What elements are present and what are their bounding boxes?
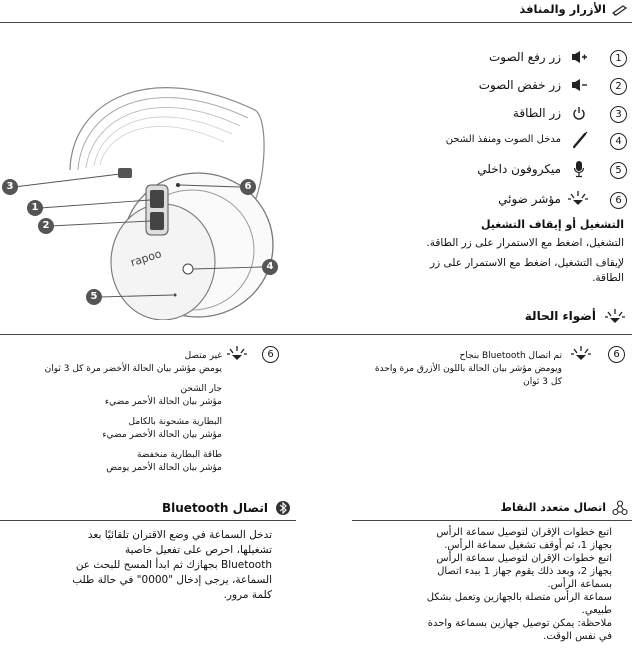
callout-3: 3 — [2, 179, 18, 195]
status-state-title: طاقة البطارية منخفضة — [136, 450, 222, 460]
network-icon — [612, 500, 628, 520]
power-section-title: التشغيل أو إيقاف التشغيل — [480, 218, 624, 231]
indicator-light-icon — [226, 343, 248, 363]
bluetooth-icon — [276, 500, 290, 520]
legend-text-5: ميكروفون داخلي — [477, 162, 561, 176]
status-line: تم اتصال Bluetooth بنجاح — [459, 351, 562, 361]
status-section-title: أضواء الحالة — [524, 309, 596, 323]
bluetooth-divider — [0, 520, 296, 521]
status-state-desc: مؤشر بيان الحالة الأخضر مضيء — [102, 430, 222, 440]
bluetooth-line: السماعة، يرجى إدخال "0000" في حالة طلب — [72, 574, 272, 586]
bluetooth-text — [0, 528, 272, 603]
legend-text-2: زر خفض الصوت — [478, 78, 561, 92]
callout-6: 6 — [240, 179, 256, 195]
bluetooth-line: تشغيلها، احرص على تفعيل خاصية — [125, 544, 272, 556]
multipoint-line: اتبع خطوات الإقران لتوصيل سماعة الرأس — [436, 553, 612, 564]
microphone-icon — [570, 159, 588, 179]
indicator-light-icon — [567, 188, 589, 208]
status-state-desc: مؤشر بيان الحالة الأحمر مضيء — [104, 397, 222, 407]
status-num-right: 6 — [608, 346, 625, 363]
multipoint-line: بجهاز 1، ثم أوقف تشغيل سماعة الرأس. — [444, 540, 612, 551]
indicator-light-icon — [570, 343, 592, 363]
status-connected-text — [332, 350, 562, 389]
multipoint-line: سماعة الرأس متصلة بالجهازين وتعمل بشكل — [426, 592, 612, 603]
bluetooth-section-header — [160, 500, 290, 518]
status-state-desc: يومض مؤشر بيان الحالة الأخضر مرة كل 3 ثوان — [44, 364, 222, 374]
headphone-diagram — [0, 40, 300, 320]
multipoint-line: طبيعي. — [581, 605, 612, 616]
multipoint-line: اتبع خطوات الإقران لتوصيل سماعة الرأس — [436, 527, 612, 538]
callout-2: 2 — [38, 218, 54, 234]
indicator-light-icon — [604, 308, 626, 328]
volume-down-icon — [570, 76, 588, 94]
page-title: الأزرار والمنافذ — [519, 2, 606, 16]
legend-num-2: 2 — [610, 78, 627, 95]
multipoint-section-header — [498, 500, 628, 518]
power-on-text: التشغيل، اضغط مع الاستمرار على زر الطاقة. — [426, 237, 624, 249]
power-off-text: لإيقاف التشغيل، اضغط مع الاستمرار على زر — [430, 257, 624, 269]
multipoint-text — [372, 526, 612, 643]
multipoint-line: بسماعة الرأس. — [547, 579, 612, 590]
status-state-title: البطارية مشحونة بالكامل — [128, 417, 222, 427]
multipoint-line: في نفس الوقت. — [543, 631, 612, 642]
legend-num-4: 4 — [610, 133, 627, 150]
legend-num-6: 6 — [610, 192, 627, 209]
bluetooth-line: Bluetooth بجهازك ثم ابدأ المسح للبحث عن — [75, 559, 272, 571]
multipoint-line: بجهاز 2، وبعد ذلك يقوم جهاز 1 ببدء اتصال — [437, 566, 612, 577]
status-num-left: 6 — [262, 346, 279, 363]
header-divider — [0, 22, 632, 23]
bluetooth-section-title: اتصال Bluetooth — [162, 501, 268, 515]
multipoint-section-title: اتصال متعدد النقاط — [500, 501, 606, 514]
power-off-text-cont: الطاقة. — [592, 272, 624, 284]
status-line: كل 3 ثوان — [523, 377, 562, 387]
multipoint-divider — [352, 520, 632, 521]
status-state-title: غير متصل — [184, 351, 222, 361]
status-section-header — [476, 308, 626, 326]
legend-num-1: 1 — [610, 50, 627, 67]
callout-4: 4 — [262, 259, 278, 275]
volume-up-icon — [570, 48, 588, 66]
status-states-list — [0, 350, 222, 475]
multipoint-line: ملاحظة: يمكن توصيل جهازين بسماعة واحدة — [427, 618, 612, 629]
legend-num-5: 5 — [610, 162, 627, 179]
callout-5: 5 — [86, 289, 102, 305]
power-icon — [570, 104, 588, 122]
legend-text-1: زر رفع الصوت — [488, 50, 561, 64]
cable-icon — [570, 130, 590, 150]
callout-1: 1 — [27, 200, 43, 216]
pencil-icon — [612, 2, 628, 21]
legend-text-6: مؤشر ضوئي — [498, 192, 561, 206]
status-state-title: جار الشحن — [180, 384, 222, 394]
status-line: ويومض مؤشر بيان الحالة باللون الأزرق مرة واحدة — [374, 364, 562, 374]
status-divider — [0, 334, 632, 335]
brand-logo: rapoo — [128, 247, 164, 270]
bluetooth-line: كلمة مرور. — [223, 589, 272, 601]
page-header — [408, 2, 628, 18]
status-state-desc: مؤشر بيان الحالة الأحمر يومض — [106, 463, 222, 473]
legend-text-3: زر الطاقة — [512, 106, 561, 120]
bluetooth-line: تدخل السماعة في وضع الاقتران تلقائيًا بعد — [87, 529, 272, 541]
legend-text-4: مدخل الصوت ومنفذ الشحن — [445, 134, 561, 145]
legend-num-3: 3 — [610, 106, 627, 123]
